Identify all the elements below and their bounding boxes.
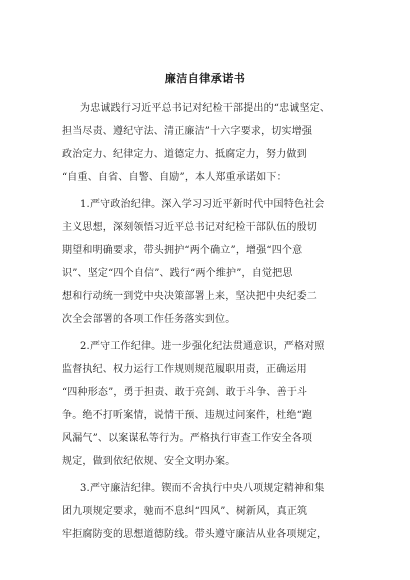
document-title: 廉洁自律承诺书: [164, 72, 246, 85]
body-line: 担当尽责、遵纪守法、清正廉洁”十六字要求，切实增强: [62, 126, 313, 137]
body-line: 次全会部署的各项工作任务落实到位。: [62, 314, 236, 325]
body-line: 牢拒腐防变的思想道德防线。带头遵守廉洁从业各项规定，: [62, 529, 328, 540]
body-line: 主义思想，深刻领悟习近平总书记对纪检干部队伍的殷切: [62, 222, 317, 233]
body-line: 风漏气”、以案谋私等行为。严格执行审查工作安全各项: [62, 433, 313, 444]
body-line: 期望和明确要求，带头拥护“两个确立”，增强“四个意: [62, 245, 303, 256]
body-line: 监督执纪、权力运行工作规则规范履职用责，正确运用: [62, 364, 307, 375]
body-line: “自重、自省、自警、自励”，本人郑重承诺如下：: [62, 172, 287, 183]
body-line: 政治定力、纪律定力、道德定力、抵腐定力，努力做到: [62, 149, 307, 160]
body-line: 规定，做到依纪依规、安全文明办案。: [62, 456, 236, 467]
body-line: 1.严守政治纪律。深入学习习近平新时代中国特色社会: [80, 199, 325, 210]
body-line: “四种形态”，勇于担责、敢于亮剑、敢于斗争、善于斗: [62, 387, 308, 398]
body-line: 为忠诚践行习近平总书记对纪检干部提出的“忠诚坚定、: [80, 103, 331, 114]
body-line: 2.严守工作纪律。进一步强化纪法贯通意识，严格对照: [80, 341, 325, 352]
body-line: 团九项规定要求，驰而不息纠“四风”、树新风，真正筑: [62, 506, 308, 517]
body-line: 识”、坚定“四个自信”、践行“两个维护”，自觉把思: [62, 268, 293, 279]
body-line: 3.严守廉洁纪律。锲而不舍执行中央八项规定精神和集: [80, 483, 325, 494]
body-line: 争。绝不打听案情，说情干预、违规过问案件，杜绝“跑: [62, 410, 313, 421]
body-line: 想和行动统一到党中央决策部署上来，坚决把中央纪委二: [62, 291, 317, 302]
